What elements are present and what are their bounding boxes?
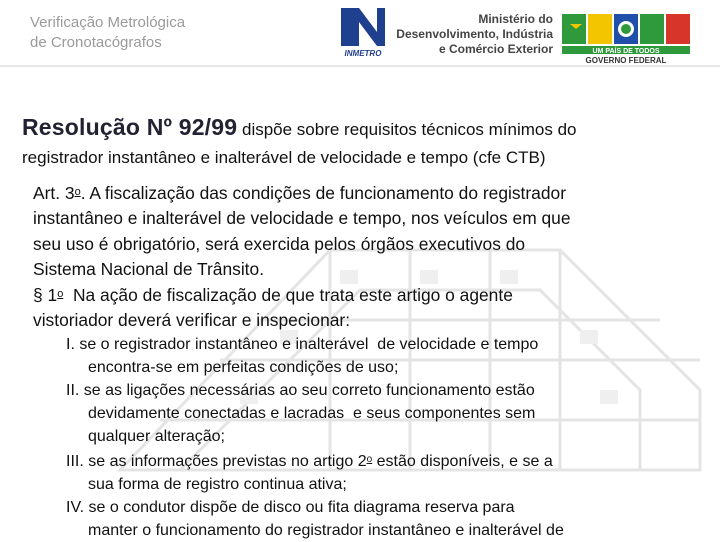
item-2-line-1: II. se as ligações necessárias ao seu correto funcionamento estão: [66, 382, 535, 399]
item-2-line-3: qualquer alteração;: [88, 428, 225, 445]
item-1-line-2: encontra-se em perfeitas condições de uso;: [88, 359, 399, 376]
article-ordinal: o: [74, 186, 81, 198]
resolution-heading: [22, 113, 712, 172]
item-4-line-2: manter o funcionamento do registrador instantâneo e inalterável de: [88, 522, 564, 539]
inmetro-logo-text: INMETRO: [344, 49, 382, 58]
item-3-ordinal: o: [366, 454, 373, 465]
article-3-paragraph: [33, 180, 713, 282]
list-item: [66, 448, 706, 496]
header-title-line-1: Verificação Metrológica: [30, 14, 186, 31]
item-3-text-pre: III. se as informações previstas no artigo 2: [66, 453, 367, 470]
ministry-line-1: Ministério do: [478, 12, 553, 26]
article-text-1: . A fiscalização das condições de funcionamento do registrador: [80, 183, 566, 203]
paragraph-1: [33, 282, 713, 334]
brasil-governo-federal: GOVERNO FEDERAL: [585, 56, 667, 64]
list-item: [66, 379, 706, 448]
list-item: [66, 333, 706, 379]
item-1-line-1: I. se o registrador instantâneo e inalterável de velocidade e tempo: [66, 336, 539, 353]
paragraph-ordinal: o: [57, 288, 64, 301]
paragraph-text-2: vistoriador deverá verificar e inspecionar:: [33, 310, 351, 331]
paragraph-label: § 1: [33, 285, 58, 306]
resolution-title: Resolução Nº 92/99: [22, 114, 238, 140]
item-3-text-post: estão disponíveis, e se a: [372, 453, 553, 470]
article-text-4: Sistema Nacional de Trânsito.: [33, 258, 265, 279]
article-text-2: instantâneo e inalterável de velocidade e tempo, nos veículos em que: [33, 208, 571, 229]
brasil-tagline: UM PAÍS DE TODOS: [592, 48, 660, 55]
article-text-3: seu uso é obrigatório, será exercida pelos órgãos executivos do: [33, 233, 526, 254]
article-label: Art. 3: [33, 183, 75, 203]
inspection-items: [66, 333, 706, 542]
item-3-line-2: sua forma de registro continua ativa;: [88, 476, 347, 493]
article-body: [33, 180, 713, 334]
resolution-subtitle-2: registrador instantâneo e inalterável de velocidade e tempo (cfe CTB): [22, 148, 546, 167]
item-4-line-1: IV. se o condutor dispõe de disco ou fita diagrama reserva para: [66, 499, 515, 516]
item-2-line-2: devidamente conectadas e lacradas e seus componentes sem: [88, 405, 536, 422]
paragraph-text-1: Na ação de fiscalização de que trata este artigo o agente: [63, 285, 513, 306]
list-item: [66, 496, 706, 542]
ministry-line-2: Desenvolvimento, Indústria: [396, 27, 553, 41]
header-title-line-2: de Cronotacógrafos: [30, 34, 162, 51]
resolution-subtitle-1: dispõe sobre requisitos técnicos mínimos do: [237, 120, 577, 139]
ministry-line-3: e Comércio Exterior: [438, 42, 553, 56]
